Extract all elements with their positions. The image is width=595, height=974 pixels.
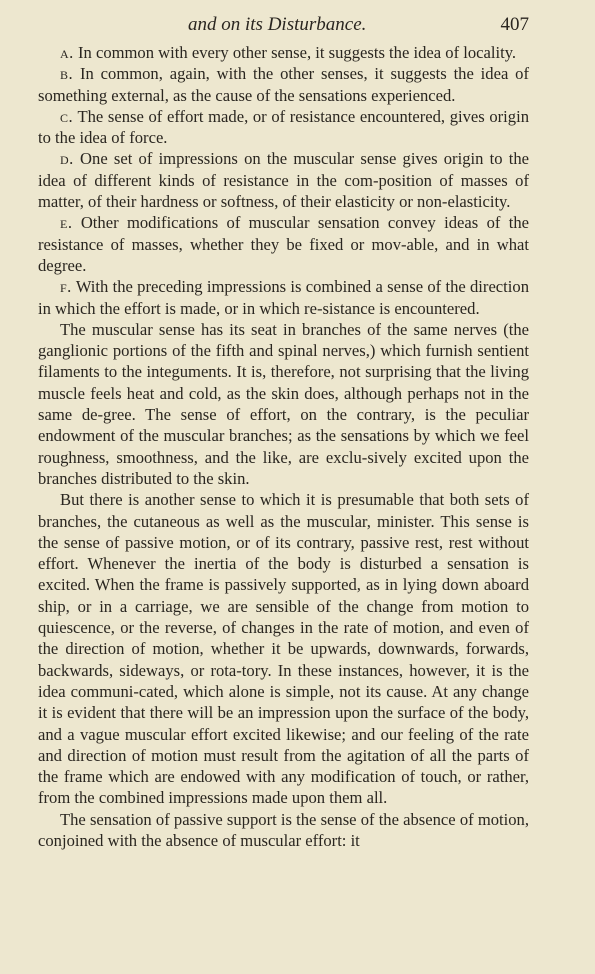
item-a <box>38 42 529 63</box>
item-marker: e. <box>60 213 73 233</box>
item-text: One set of impressions on the muscular sense gives origin to the idea of different kinds of resistance in the com-position of masses of matter, of their hardness or softness, of their elasticity or non-elasticity. <box>38 149 529 212</box>
paragraph-passive-support: The sensation of passive support is the sense of the absence of motion, conjoined with the absence of muscular effort: it <box>38 809 529 850</box>
paragraph-muscular-sense: The muscular sense has its seat in branches of the same nerves (the ganglionic portions of the fifth and spinal nerves,) which furnish sentient filaments to the integuments. It is, therefore, not surprising that the living muscle feels heat and cold, as the skin does, although perhaps not in the same de-gree. The sense of effort, on the contrary, is the peculiar endowment of the muscular branches; as the sensations by which we feel roughness, smoothness, and the like, are exclu-sively excited upon the branches distributed to the skin. <box>38 319 529 488</box>
book-page <box>38 12 529 962</box>
item-marker: b. <box>60 64 74 84</box>
item-e <box>38 212 529 276</box>
item-marker: c. <box>60 106 74 126</box>
item-text: The sense of effort made, or of resistance encountered, gives origin to the idea of force. <box>38 106 529 148</box>
item-marker: f. <box>60 277 72 297</box>
item-text: Other modifications of muscular sensation convey ideas of the resistance of masses, whether they be fixed or mov-able, and in what degree. <box>38 213 530 275</box>
page-body <box>38 42 529 851</box>
page-number: 407 <box>500 14 529 35</box>
page-header <box>38 12 529 42</box>
item-c <box>38 106 529 149</box>
item-text: In common, again, with the other senses, it suggests the idea of something external, as the cause of the sensations experienced. <box>38 64 529 105</box>
item-text: With the preceding impressions is combined a sense of the direction in which the effort is made, or in which re-sistance is encountered. <box>38 277 529 318</box>
paragraph-passive-motion: But there is another sense to which it is presumable that both sets of branches, the cutaneous as well as the muscular, minister. This sense is the sense of passive motion, or of its contrary, passive rest, rest without effort. Whenever the inertia of the body is disturbed a sensation is excited. When the frame is passively supported, as in lying down aboard ship, or in a carriage, we are sensible of the change from motion to quiescence, or the reverse, of changes in the rate of motion, and even of the direction of motion, whether it be upwards, downwards, forwards, backwards, sideways, or rota-tory. In these instances, however, it is the idea communi-cated, which alone is simple, not its cause. At any change it is evident that there will be an impression upon the surface of the body, and a vague muscular effort excited likewise; and our feeling of the rate and direction of motion must result from the agitation of all the parts of the frame which are endowed with any modification of touch, or rather, from the combined impressions made upon them all. <box>38 490 529 808</box>
item-d <box>38 148 529 212</box>
item-marker: d. <box>60 149 74 169</box>
item-f <box>38 276 529 319</box>
item-text: In common with every other sense, it suggests the idea of locality. <box>77 43 517 62</box>
item-marker: a. <box>60 43 74 62</box>
running-title: and on its Disturbance. <box>188 14 367 35</box>
item-b <box>38 63 529 106</box>
